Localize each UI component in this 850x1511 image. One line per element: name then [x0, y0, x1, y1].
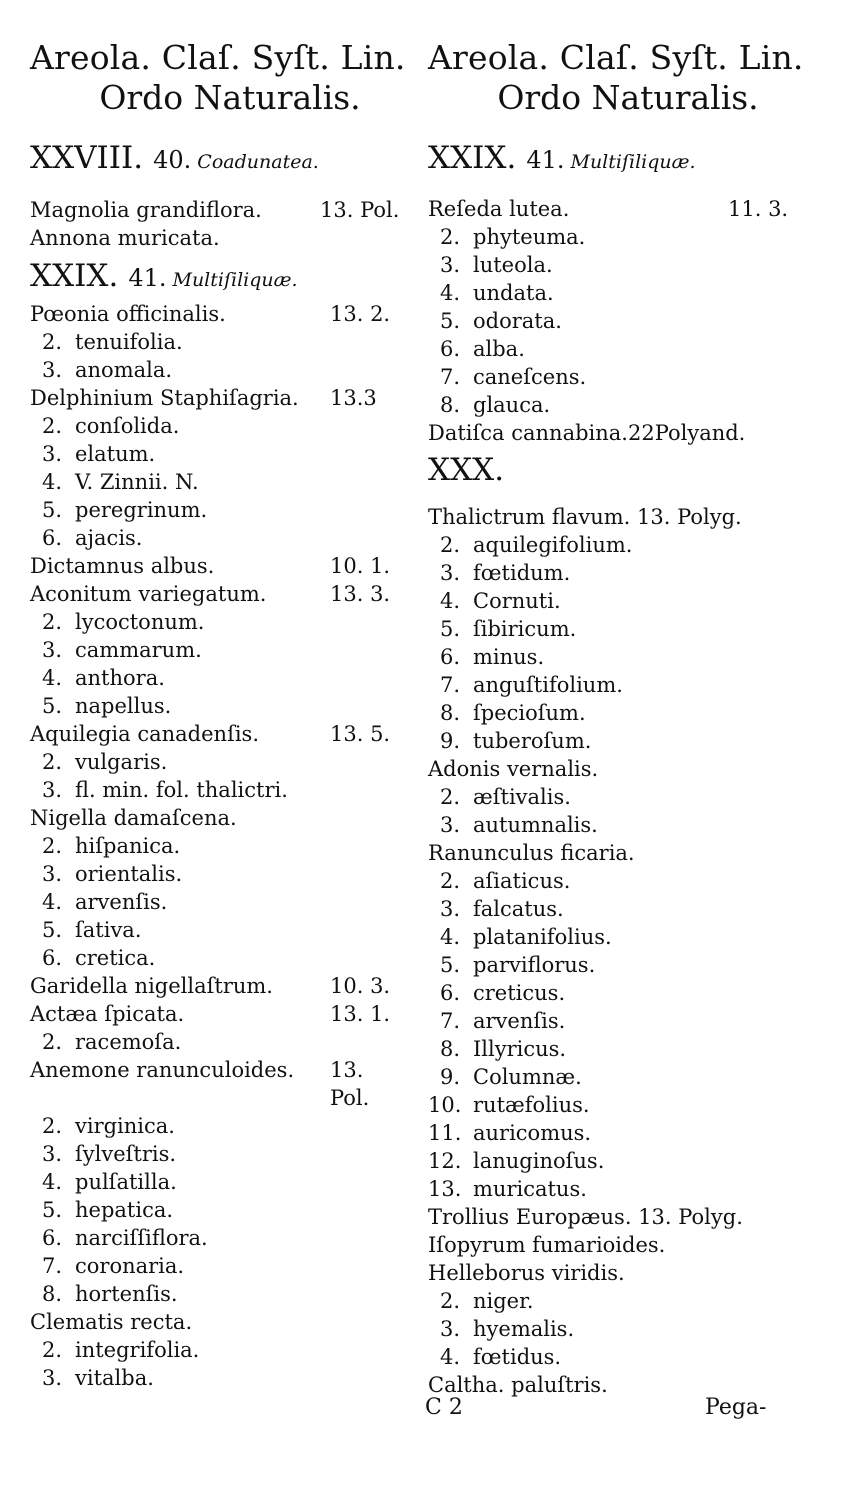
item-text: caneſcens.	[473, 365, 587, 389]
item-text: lanuginoſus.	[473, 1149, 605, 1173]
item-text: ſylveſtris.	[75, 1142, 177, 1166]
item-text: autumnalis.	[473, 813, 598, 837]
item-text: pulſatilla.	[75, 1170, 177, 1194]
item-text: Illyricus.	[473, 1037, 567, 1061]
page-signature: C 2	[425, 1395, 463, 1420]
left-section-xxviii	[30, 140, 319, 176]
item-number: 3.	[41, 1142, 62, 1166]
list-item	[30, 1000, 440, 1028]
list-item	[428, 1063, 838, 1091]
item-text: rutæfolius.	[473, 1093, 590, 1117]
list-item	[30, 1364, 440, 1392]
item-number: 9.	[439, 1065, 460, 1089]
item-number: 3.	[41, 1366, 62, 1390]
list-item	[428, 335, 838, 363]
item-number: 7.	[439, 673, 460, 697]
list-item	[30, 440, 440, 468]
list-item	[428, 391, 838, 419]
item-text: creticus.	[473, 981, 566, 1005]
item-text: Actæa ſpicata.	[30, 1002, 185, 1026]
class-reference: Pol.	[330, 1086, 370, 1110]
list-item	[30, 664, 440, 692]
item-text: hortenſis.	[75, 1282, 178, 1306]
item-text: napellus.	[75, 694, 172, 718]
section-number: 41.	[128, 264, 167, 292]
class-reference: 13. 2.	[330, 302, 391, 326]
list-item	[428, 923, 838, 951]
section-number: 41.	[526, 146, 565, 174]
list-item	[428, 195, 838, 223]
list-item	[30, 916, 440, 944]
class-reference: 13.	[330, 1058, 364, 1082]
item-text: vitalba.	[75, 1366, 154, 1390]
left-section-xxix	[30, 258, 298, 294]
list-item	[428, 1091, 838, 1119]
list-item	[428, 1203, 838, 1231]
list-item	[428, 951, 838, 979]
item-number: 3.	[439, 253, 460, 277]
item-number: 2.	[439, 785, 460, 809]
list-item	[428, 727, 838, 755]
item-number: 4.	[41, 666, 62, 690]
list-item	[30, 328, 440, 356]
item-number: 2.	[41, 610, 62, 634]
list-item	[428, 839, 838, 867]
item-text: alba.	[473, 337, 525, 361]
item-text: Trollius Europæus. 13. Polyg.	[428, 1205, 743, 1229]
class-reference: 13.3	[330, 386, 377, 410]
item-text: fl. min. fol. thalictri.	[75, 778, 288, 802]
item-text: hepatica.	[75, 1198, 174, 1222]
list-item	[30, 524, 440, 552]
list-item	[428, 1175, 838, 1203]
list-item	[428, 1147, 838, 1175]
class-reference: 13. 1.	[330, 1002, 391, 1026]
item-number: 4.	[439, 925, 460, 949]
item-number: 2.	[439, 1289, 460, 1313]
item-text: Ranunculus ficaria.	[428, 841, 635, 865]
item-text: undata.	[473, 281, 554, 305]
item-number: 2.	[41, 330, 62, 354]
list-item	[428, 1119, 838, 1147]
section-roman: XXX.	[428, 452, 505, 488]
item-text: muricatus.	[473, 1177, 587, 1201]
item-number: 3.	[41, 778, 62, 802]
list-item	[30, 580, 440, 608]
item-text: ſpecioſum.	[473, 701, 586, 725]
item-text: Nigella damaſcena.	[30, 806, 237, 830]
item-text: Thalictrum flavum. 13. Polyg.	[428, 505, 742, 529]
item-number: 5.	[439, 309, 460, 333]
item-number: 12.	[428, 1149, 462, 1173]
item-number: 6.	[41, 946, 62, 970]
item-text: aquilegifolium.	[473, 533, 633, 557]
item-number: 2.	[41, 750, 62, 774]
section-name: Multiſiliquæ.	[570, 151, 696, 173]
item-text: æſtivalis.	[473, 785, 571, 809]
item-number: 2.	[41, 1114, 62, 1138]
item-number: 5.	[439, 617, 460, 641]
item-text: Columnæ.	[473, 1065, 582, 1089]
item-text: Garidella nigellaſtrum.	[30, 974, 273, 998]
list-item	[30, 1028, 440, 1056]
list-item	[428, 671, 838, 699]
list-item	[30, 1280, 440, 1308]
class-reference: 10. 3.	[330, 974, 391, 998]
list-item	[428, 615, 838, 643]
left-header-line2: Ordo Naturalis.	[99, 78, 361, 117]
item-number: 2.	[41, 834, 62, 858]
list-item	[30, 860, 440, 888]
item-number: 7.	[439, 365, 460, 389]
item-text: ſativa.	[75, 918, 142, 942]
item-text: lycoctonum.	[75, 610, 205, 634]
item-text: coronaria.	[75, 1254, 185, 1278]
list-item	[428, 419, 838, 447]
item-number: 13.	[428, 1177, 462, 1201]
list-item	[428, 559, 838, 587]
section-name: Multiſiliquæ.	[172, 269, 298, 291]
item-text: Clematis recta.	[30, 1310, 193, 1334]
list-item	[428, 251, 838, 279]
class-reference: 13. Pol.	[320, 198, 400, 222]
item-text: glauca.	[473, 393, 551, 417]
list-item	[30, 944, 440, 972]
list-item	[30, 720, 440, 748]
item-text: hiſpanica.	[75, 834, 181, 858]
item-number: 3.	[41, 358, 62, 382]
item-text: Iſopyrum fumarioides.	[428, 1233, 666, 1257]
list-item	[428, 1007, 838, 1035]
item-number: 6.	[439, 645, 460, 669]
item-text: Cornuti.	[473, 589, 561, 613]
list-item	[428, 1259, 838, 1287]
list-item	[428, 1287, 838, 1315]
item-text: conſolida.	[75, 414, 180, 438]
list-item	[30, 748, 440, 776]
item-number: 4.	[439, 1345, 460, 1369]
section-roman: XXIX.	[428, 140, 517, 176]
list-item	[428, 895, 838, 923]
item-text: Delphinium Staphiſagria.	[30, 386, 299, 410]
list-item	[428, 699, 838, 727]
item-text: Reſeda lutea.	[428, 197, 570, 221]
item-number: 6.	[439, 337, 460, 361]
list-item	[30, 804, 440, 832]
list-item	[428, 755, 838, 783]
item-number: 5.	[41, 918, 62, 942]
item-number: 2.	[439, 869, 460, 893]
section-roman: XXVIII.	[30, 140, 144, 176]
item-text: aſiaticus.	[473, 869, 571, 893]
item-text: anthora.	[75, 666, 165, 690]
item-number: 3.	[439, 561, 460, 585]
list-item	[30, 692, 440, 720]
item-text: Caltha. paluſtris.	[428, 1373, 608, 1397]
item-text: luteola.	[473, 253, 553, 277]
item-number: 3.	[41, 638, 62, 662]
list-item	[428, 307, 838, 335]
list-item	[428, 867, 838, 895]
right-section-xxx	[428, 452, 504, 488]
item-text: Datiſca cannabina.22Polyand.	[428, 421, 746, 445]
item-text: hyemalis.	[473, 1317, 575, 1341]
item-number: 4.	[41, 1170, 62, 1194]
item-text: parviflorus.	[473, 953, 596, 977]
list-item	[30, 608, 440, 636]
list-item	[30, 1336, 440, 1364]
item-number: 2.	[41, 1338, 62, 1362]
list-item	[30, 1252, 440, 1280]
list-item	[30, 1112, 440, 1140]
item-text: vulgaris.	[75, 750, 168, 774]
item-number: 6.	[41, 1226, 62, 1250]
item-text: Dictamnus albus.	[30, 554, 215, 578]
list-item	[428, 279, 838, 307]
item-text: ajacis.	[75, 526, 143, 550]
item-text: Pœonia officinalis.	[30, 302, 226, 326]
right-header-line1: Areola. Claſ. Syſt. Lin.	[428, 38, 804, 77]
item-number: 4.	[439, 281, 460, 305]
item-text: V. Zinnii. N.	[75, 470, 199, 494]
item-number: 6.	[41, 526, 62, 550]
item-text: integrifolia.	[75, 1338, 200, 1362]
item-number: 8.	[439, 1037, 460, 1061]
section-name: Coadunatea.	[197, 151, 319, 173]
item-text: tuberoſum.	[473, 729, 592, 753]
list-item	[428, 1231, 838, 1259]
list-item	[428, 1343, 838, 1371]
class-reference: 10. 1.	[330, 554, 391, 578]
list-item	[428, 503, 838, 531]
list-item	[428, 783, 838, 811]
item-number: 3.	[439, 813, 460, 837]
item-number: 2.	[439, 533, 460, 557]
list-item	[30, 1168, 440, 1196]
section-number: 40.	[153, 146, 192, 174]
item-text: fœtidus.	[473, 1345, 562, 1369]
item-text: niger.	[473, 1289, 534, 1313]
list-item	[30, 1196, 440, 1224]
list-item	[428, 531, 838, 559]
item-text: minus.	[473, 645, 545, 669]
item-number: 5.	[41, 694, 62, 718]
item-text: Annona muricata.	[30, 226, 220, 250]
item-number: 5.	[439, 953, 460, 977]
list-item	[30, 552, 440, 580]
list-item	[428, 587, 838, 615]
list-item	[30, 1056, 440, 1084]
list-item	[428, 811, 838, 839]
item-number: 9.	[439, 729, 460, 753]
item-text: Magnolia grandiflora.	[30, 198, 262, 222]
item-number: 4.	[439, 589, 460, 613]
list-item	[428, 643, 838, 671]
item-number: 7.	[439, 1009, 460, 1033]
item-number: 10.	[428, 1093, 462, 1117]
item-text: Aquilegia canadenſis.	[30, 722, 260, 746]
item-text: arvenſis.	[75, 890, 168, 914]
item-text: Anemone ranunculoides.	[30, 1058, 295, 1082]
list-item	[30, 224, 440, 252]
list-item	[428, 363, 838, 391]
list-item	[30, 636, 440, 664]
item-text: falcatus.	[473, 897, 564, 921]
list-item	[30, 496, 440, 524]
list-item	[428, 1315, 838, 1343]
item-number: 7.	[41, 1254, 62, 1278]
item-number: 8.	[439, 393, 460, 417]
item-text: racemoſa.	[75, 1030, 182, 1054]
section-roman: XXIX.	[30, 258, 119, 294]
list-item	[30, 1308, 440, 1336]
item-text: peregrinum.	[75, 498, 208, 522]
item-number: 3.	[439, 897, 460, 921]
list-item	[30, 384, 440, 412]
item-number: 8.	[439, 701, 460, 725]
item-text: phyteuma.	[473, 225, 586, 249]
item-text: fœtidum.	[473, 561, 571, 585]
catchword: Pega-	[705, 1395, 767, 1420]
right-header-line2: Ordo Naturalis.	[497, 78, 759, 117]
item-text: cretica.	[75, 946, 156, 970]
list-item	[30, 356, 440, 384]
item-text: arvenſis.	[473, 1009, 566, 1033]
list-item	[30, 888, 440, 916]
item-text: Helleborus viridis.	[428, 1261, 625, 1285]
list-item	[30, 300, 440, 328]
item-text: narciſſiflora.	[75, 1226, 208, 1250]
item-number: 5.	[41, 1198, 62, 1222]
list-item	[30, 1140, 440, 1168]
item-text: Aconitum variegatum.	[30, 582, 267, 606]
item-text: odorata.	[473, 309, 562, 333]
class-reference: 13. 5.	[330, 722, 391, 746]
item-number: 2.	[41, 414, 62, 438]
item-text: orientalis.	[75, 862, 183, 886]
list-item	[30, 1224, 440, 1252]
item-number: 2.	[439, 225, 460, 249]
class-reference: 13. 3.	[330, 582, 391, 606]
item-number: 3.	[41, 442, 62, 466]
item-text: anguſtifolium.	[473, 673, 623, 697]
list-item	[30, 412, 440, 440]
list-item	[428, 1035, 838, 1063]
list-item	[30, 832, 440, 860]
item-text: virginica.	[75, 1114, 175, 1138]
class-reference: 11. 3.	[728, 197, 789, 221]
list-item	[428, 979, 838, 1007]
right-section-xxix	[428, 140, 696, 176]
list-item	[30, 468, 440, 496]
item-text: ſibiricum.	[473, 617, 577, 641]
list-item	[30, 1084, 440, 1112]
item-text: anomala.	[75, 358, 173, 382]
item-number: 3.	[439, 1317, 460, 1341]
item-number: 6.	[439, 981, 460, 1005]
list-item	[30, 776, 440, 804]
item-number: 4.	[41, 470, 62, 494]
item-text: Adonis vernalis.	[428, 757, 599, 781]
left-header-line1: Areola. Claſ. Syſt. Lin.	[30, 38, 406, 77]
item-number: 3.	[41, 862, 62, 886]
list-item	[30, 196, 440, 224]
item-text: tenuifolia.	[75, 330, 183, 354]
item-text: cammarum.	[75, 638, 202, 662]
item-text: auricomus.	[473, 1121, 592, 1145]
list-item	[30, 972, 440, 1000]
item-number: 5.	[41, 498, 62, 522]
list-item	[428, 1371, 838, 1399]
item-text: elatum.	[75, 442, 156, 466]
item-number: 2.	[41, 1030, 62, 1054]
item-text: platanifolius.	[473, 925, 612, 949]
item-number: 11.	[428, 1121, 462, 1145]
item-number: 4.	[41, 890, 62, 914]
list-item	[428, 223, 838, 251]
item-number: 8.	[41, 1282, 62, 1306]
